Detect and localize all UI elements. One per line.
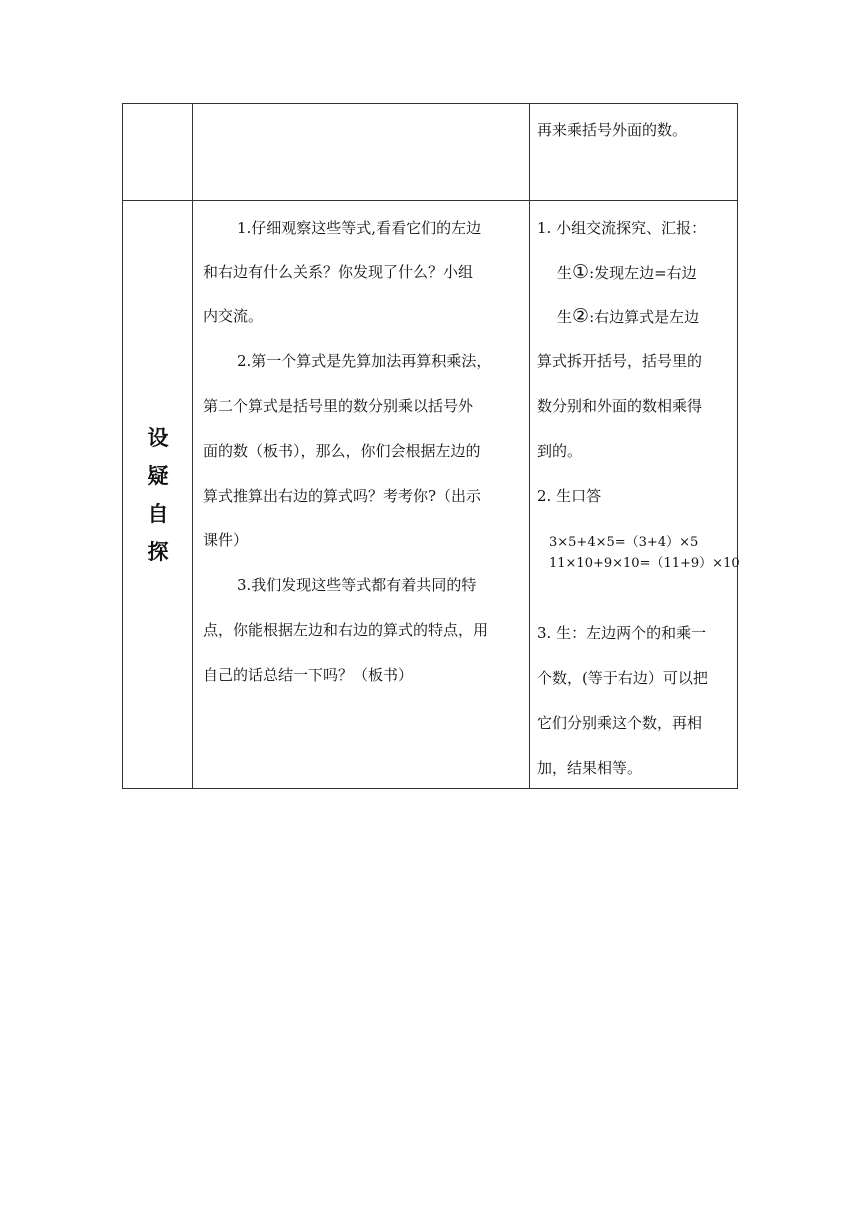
circled-number: ① [572, 261, 590, 283]
circled-number: ② [572, 305, 590, 327]
equation: 11×10+9×10=（11+9）×10 [549, 556, 740, 571]
answer-line: 1. 小组交流探究、汇报： [537, 219, 707, 237]
answer-prefix: 生 [557, 308, 573, 326]
row1-right-text: 再来乘括号外面的数。 [537, 121, 688, 139]
answer-line: 加，结果相等。 [537, 759, 643, 777]
paragraph-line: 内交流。 [203, 307, 264, 325]
answer-text: :右边算式是左边 [589, 308, 700, 326]
equation: 3×5+4×5=（3+4）×5 [549, 535, 699, 550]
section-label-char: 自 [147, 502, 169, 526]
paragraph-line: 自己的话总结一下吗？（板书） [203, 666, 414, 684]
answer-line: 到的。 [537, 442, 583, 460]
paragraph-line: 和右边有什么关系？你发现了什么？小组 [203, 263, 474, 281]
section-label-char: 疑 [147, 464, 169, 488]
section-label [123, 201, 193, 789]
paragraph-line: 第二个算式是括号里的数分别乘以括号外 [203, 397, 474, 415]
answer-line: 算式拆开括号，括号里的 [537, 352, 703, 370]
answer-line: 数分别和外面的数相乘得 [537, 397, 703, 415]
answer-line [557, 304, 699, 329]
lesson-table [122, 103, 738, 789]
section-label-char: 探 [147, 540, 169, 564]
paragraph-line: 面的数（板书），那么，你们会根据左边的 [203, 442, 481, 460]
paragraph-line: 3.我们发现这些等式都有着共同的特 [237, 576, 477, 594]
row-divider [123, 200, 737, 201]
paragraph-line: 2.第一个算式是先算加法再算积乘法， [237, 352, 492, 370]
answer-line: 2. 生口答 [537, 487, 602, 505]
paragraph-line: 课件） [203, 531, 249, 549]
answer-line: 个数，(等于右边）可以把 [537, 669, 708, 687]
answer-line [557, 260, 697, 285]
paragraph-line: 算式推算出右边的算式吗？考考你?（出示 [203, 487, 482, 505]
answer-text: :发现左边=右边 [589, 264, 697, 282]
paragraph-line: 1.仔细观察这些等式,看看它们的左边 [237, 219, 482, 237]
paragraph-line: 点，你能根据左边和右边的算式的特点，用 [203, 621, 489, 639]
answer-prefix: 生 [557, 264, 573, 282]
answer-line: 它们分别乘这个数，再相 [537, 714, 703, 732]
section-label-char: 设 [147, 426, 169, 450]
column-divider [529, 104, 530, 788]
answer-line: 3. 生：左边两个的和乘一 [537, 624, 707, 642]
